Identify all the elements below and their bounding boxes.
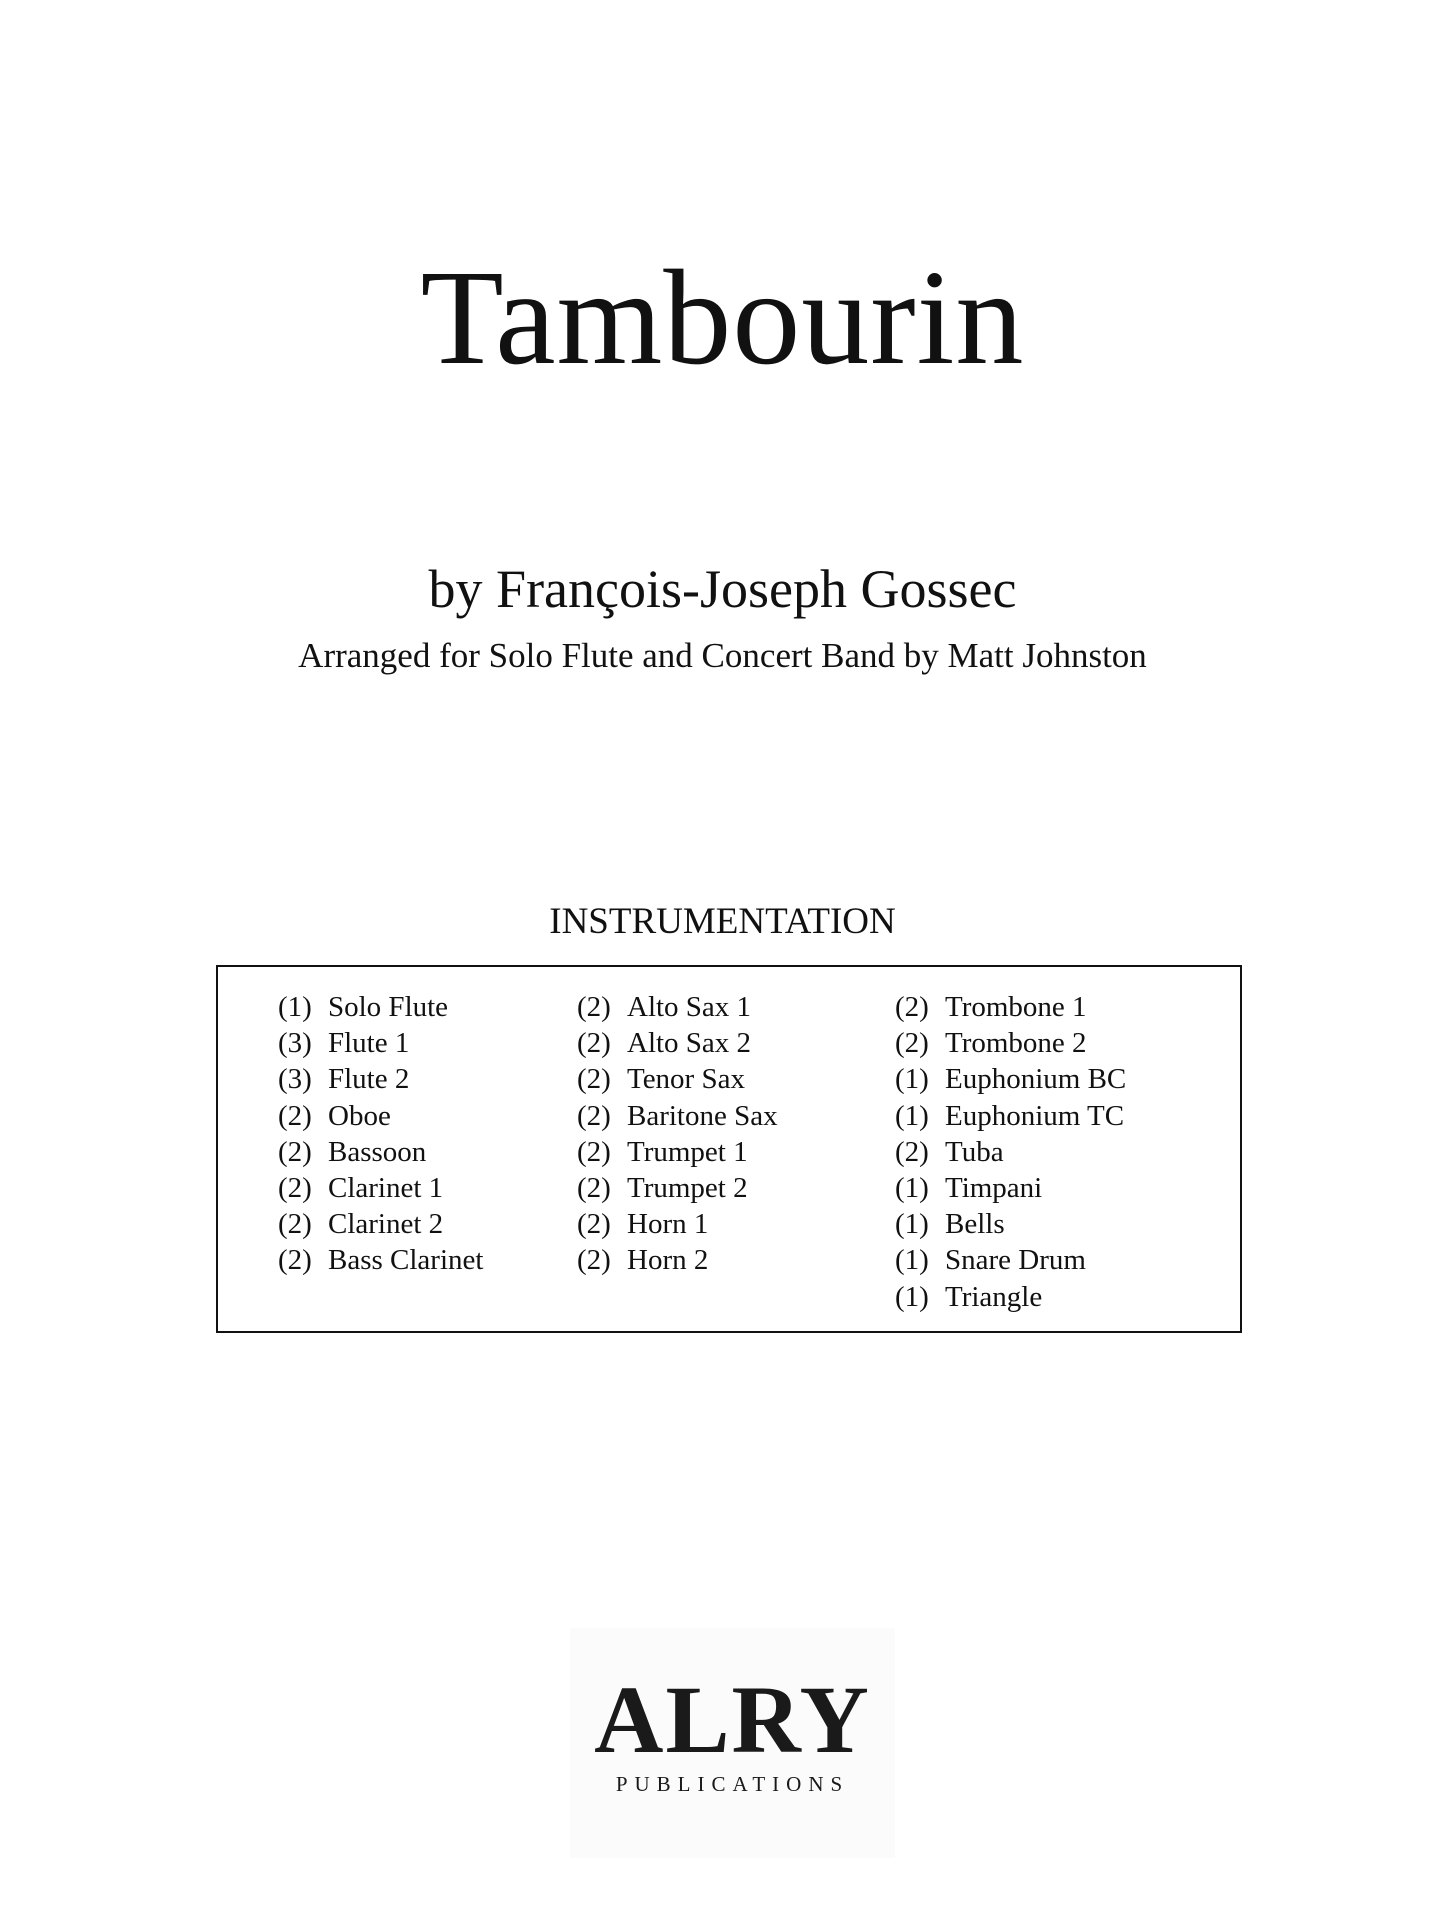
instrument-row (895, 1134, 1126, 1170)
instrument-name: Bells (945, 1208, 1005, 1241)
instrumentation-heading: INSTRUMENTATION (549, 901, 896, 942)
instrument-row (577, 1242, 778, 1278)
composer-line: by François-Joseph Gossec (428, 559, 1017, 619)
instrument-name: Flute 1 (328, 1027, 410, 1060)
instrument-name: Clarinet 2 (328, 1208, 444, 1241)
instrument-column-2 (577, 989, 778, 1279)
instrument-row (895, 989, 1126, 1025)
instrument-name: Tenor Sax (627, 1063, 745, 1096)
instrument-quantity: (3) (278, 1063, 312, 1096)
instrument-row (577, 989, 778, 1025)
instrument-quantity: (1) (278, 991, 312, 1023)
publisher-logo (570, 1628, 895, 1858)
instrument-quantity: (2) (895, 1027, 929, 1060)
instrument-quantity: (1) (895, 1280, 929, 1313)
instrument-quantity: (2) (577, 1099, 611, 1132)
instrument-quantity: (1) (895, 1244, 929, 1277)
instrument-name: Horn 2 (627, 1244, 709, 1277)
instrument-name: Trombone 1 (945, 991, 1087, 1023)
instrument-row (895, 1170, 1126, 1206)
instrument-row (278, 1134, 483, 1170)
instrument-quantity: (1) (895, 1099, 929, 1132)
page-title: Tambourin (420, 243, 1025, 393)
instrument-quantity: (1) (895, 1208, 929, 1241)
instrument-name: Bassoon (328, 1135, 427, 1168)
instrument-row (278, 1025, 483, 1061)
instrument-name: Trombone 2 (945, 1027, 1087, 1060)
instrument-quantity: (2) (895, 1135, 929, 1168)
instrument-quantity: (3) (278, 1027, 312, 1060)
instrument-name: Solo Flute (328, 991, 449, 1023)
instrument-name: Timpani (945, 1171, 1043, 1204)
instrument-column-3 (895, 989, 1126, 1315)
instrument-row (577, 1061, 778, 1097)
instrument-name: Tuba (945, 1135, 1004, 1168)
instrument-name: Horn 1 (627, 1208, 709, 1241)
instrument-name: Trumpet 1 (627, 1135, 748, 1168)
instrument-quantity: (2) (577, 1208, 611, 1241)
instrument-quantity: (2) (895, 991, 929, 1023)
instrument-quantity: (2) (577, 1171, 611, 1204)
instrument-row (577, 1134, 778, 1170)
instrument-row (895, 1098, 1126, 1134)
instrument-row (895, 1242, 1126, 1278)
instrument-row (895, 1279, 1126, 1315)
instrument-row (278, 989, 483, 1025)
instrument-name: Euphonium BC (945, 1063, 1127, 1096)
instrument-quantity: (2) (577, 1244, 611, 1277)
instrument-name: Snare Drum (945, 1244, 1086, 1277)
instrument-quantity: (2) (278, 1244, 312, 1277)
publisher-logo-name: ALRY (594, 1666, 871, 1773)
instrument-quantity: (2) (577, 1027, 611, 1060)
instrument-name: Alto Sax 2 (627, 1027, 752, 1060)
instrument-row (278, 1098, 483, 1134)
instrument-row (278, 1206, 483, 1242)
instrument-row (278, 1242, 483, 1278)
instrument-quantity: (2) (278, 1171, 312, 1204)
instrument-name: Bass Clarinet (328, 1244, 484, 1277)
arranger-line: Arranged for Solo Flute and Concert Band by Matt Johnston (298, 636, 1147, 675)
instrument-quantity: (2) (577, 991, 611, 1023)
instrument-name: Flute 2 (328, 1063, 410, 1096)
instrument-quantity: (2) (577, 1135, 611, 1168)
instrument-name: Euphonium TC (945, 1099, 1125, 1132)
instrument-quantity: (2) (577, 1063, 611, 1096)
instrument-name: Alto Sax 1 (627, 991, 752, 1023)
instrument-row (278, 1170, 483, 1206)
instrumentation-box (216, 965, 1242, 1333)
instrument-name: Oboe (328, 1099, 391, 1132)
instrument-quantity: (2) (278, 1099, 312, 1132)
instrument-name: Trumpet 2 (627, 1171, 748, 1204)
instrument-row (577, 1025, 778, 1061)
instrument-row (577, 1170, 778, 1206)
instrument-row (577, 1206, 778, 1242)
instrument-row (895, 1061, 1126, 1097)
publisher-logo-subtitle: PUBLICATIONS (615, 1772, 850, 1796)
instrument-quantity: (1) (895, 1171, 929, 1204)
instrument-row (895, 1206, 1126, 1242)
instrument-row (895, 1025, 1126, 1061)
instrument-row (577, 1098, 778, 1134)
instrument-name: Baritone Sax (627, 1099, 778, 1132)
instrument-name: Triangle (945, 1280, 1043, 1313)
instrument-name: Clarinet 1 (328, 1171, 444, 1204)
instrument-quantity: (2) (278, 1208, 312, 1241)
instrument-quantity: (2) (278, 1135, 312, 1168)
instrument-column-1 (278, 989, 483, 1279)
instrument-row (278, 1061, 483, 1097)
instrument-quantity: (1) (895, 1063, 929, 1096)
